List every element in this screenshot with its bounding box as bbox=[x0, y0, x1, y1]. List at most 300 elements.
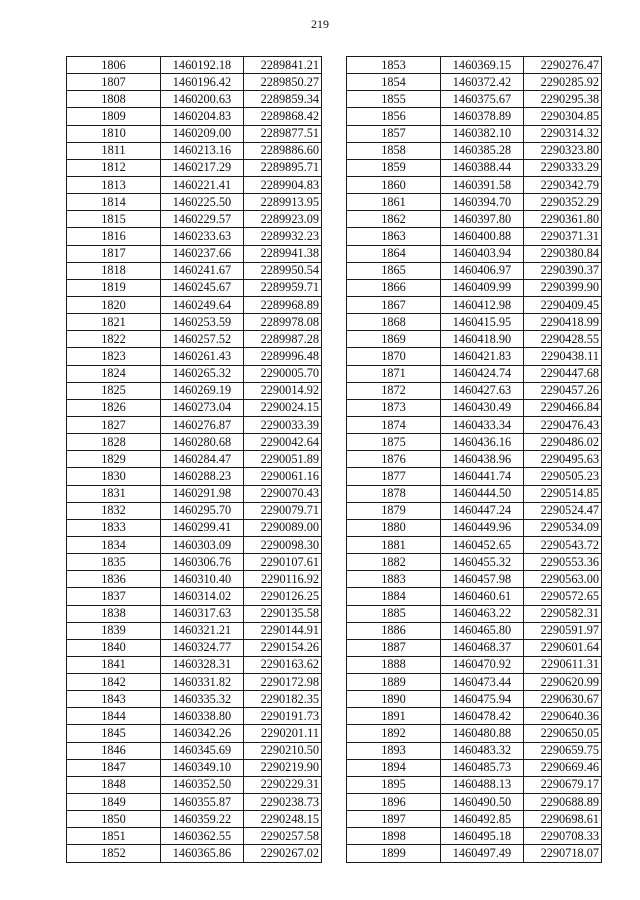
y-coordinate-cell: 2290042.64 bbox=[244, 434, 322, 451]
x-coordinate-cell: 1460249.64 bbox=[161, 296, 244, 313]
point-number-cell: 1815 bbox=[67, 211, 161, 228]
table-row bbox=[67, 536, 322, 553]
y-coordinate-cell: 2290219.90 bbox=[244, 759, 322, 776]
y-coordinate-cell: 2289886.60 bbox=[244, 142, 322, 159]
y-coordinate-cell: 2290061.16 bbox=[244, 468, 322, 485]
x-coordinate-cell: 1460338.80 bbox=[161, 708, 244, 725]
point-number-cell: 1835 bbox=[67, 554, 161, 571]
y-coordinate-cell: 2290352.29 bbox=[524, 194, 602, 211]
table-row bbox=[347, 674, 602, 691]
y-coordinate-cell: 2290304.85 bbox=[524, 108, 602, 125]
y-coordinate-cell: 2290399.90 bbox=[524, 279, 602, 296]
point-number-cell: 1853 bbox=[347, 57, 441, 74]
point-number-cell: 1874 bbox=[347, 416, 441, 433]
x-coordinate-cell: 1460196.42 bbox=[161, 74, 244, 91]
x-coordinate-cell: 1460449.96 bbox=[441, 519, 524, 536]
table-row bbox=[347, 125, 602, 142]
y-coordinate-cell: 2289932.23 bbox=[244, 228, 322, 245]
table-row bbox=[347, 176, 602, 193]
y-coordinate-cell: 2290457.26 bbox=[524, 382, 602, 399]
point-number-cell: 1842 bbox=[67, 674, 161, 691]
table-row bbox=[67, 811, 322, 828]
point-number-cell: 1809 bbox=[67, 108, 161, 125]
table-row bbox=[67, 605, 322, 622]
point-number-cell: 1849 bbox=[67, 794, 161, 811]
table-row bbox=[67, 331, 322, 348]
point-number-cell: 1806 bbox=[67, 57, 161, 74]
x-coordinate-cell: 1460470.92 bbox=[441, 656, 524, 673]
table-row bbox=[67, 108, 322, 125]
table-row bbox=[347, 194, 602, 211]
point-number-cell: 1856 bbox=[347, 108, 441, 125]
table-row bbox=[67, 211, 322, 228]
x-coordinate-cell: 1460492.85 bbox=[441, 811, 524, 828]
y-coordinate-cell: 2290543.72 bbox=[524, 536, 602, 553]
y-coordinate-cell: 2290182.35 bbox=[244, 691, 322, 708]
point-number-cell: 1830 bbox=[67, 468, 161, 485]
point-number-cell: 1887 bbox=[347, 639, 441, 656]
x-coordinate-cell: 1460430.49 bbox=[441, 399, 524, 416]
point-number-cell: 1861 bbox=[347, 194, 441, 211]
x-coordinate-cell: 1460468.37 bbox=[441, 639, 524, 656]
y-coordinate-cell: 2290466.84 bbox=[524, 399, 602, 416]
point-number-cell: 1826 bbox=[67, 399, 161, 416]
y-coordinate-cell: 2290295.38 bbox=[524, 91, 602, 108]
y-coordinate-cell: 2289904.83 bbox=[244, 176, 322, 193]
y-coordinate-cell: 2290563.00 bbox=[524, 571, 602, 588]
table-row bbox=[67, 434, 322, 451]
table-row bbox=[67, 125, 322, 142]
point-number-cell: 1810 bbox=[67, 125, 161, 142]
y-coordinate-cell: 2290229.31 bbox=[244, 776, 322, 793]
x-coordinate-cell: 1460288.23 bbox=[161, 468, 244, 485]
x-coordinate-cell: 1460495.18 bbox=[441, 828, 524, 845]
y-coordinate-cell: 2290620.99 bbox=[524, 674, 602, 691]
point-number-cell: 1827 bbox=[67, 416, 161, 433]
y-coordinate-cell: 2290342.79 bbox=[524, 176, 602, 193]
x-coordinate-cell: 1460463.22 bbox=[441, 605, 524, 622]
table-row bbox=[67, 348, 322, 365]
table-row bbox=[347, 159, 602, 176]
table-row bbox=[67, 451, 322, 468]
table-row bbox=[67, 245, 322, 262]
point-number-cell: 1885 bbox=[347, 605, 441, 622]
point-number-cell: 1837 bbox=[67, 588, 161, 605]
x-coordinate-cell: 1460192.18 bbox=[161, 57, 244, 74]
y-coordinate-cell: 2289996.48 bbox=[244, 348, 322, 365]
point-number-cell: 1877 bbox=[347, 468, 441, 485]
table-row bbox=[67, 708, 322, 725]
y-coordinate-cell: 2290276.47 bbox=[524, 57, 602, 74]
point-number-cell: 1814 bbox=[67, 194, 161, 211]
table-row bbox=[347, 279, 602, 296]
x-coordinate-cell: 1460233.63 bbox=[161, 228, 244, 245]
y-coordinate-cell: 2290447.68 bbox=[524, 365, 602, 382]
x-coordinate-cell: 1460299.41 bbox=[161, 519, 244, 536]
y-coordinate-cell: 2290079.71 bbox=[244, 502, 322, 519]
y-coordinate-cell: 2290154.26 bbox=[244, 639, 322, 656]
point-number-cell: 1817 bbox=[67, 245, 161, 262]
x-coordinate-cell: 1460359.22 bbox=[161, 811, 244, 828]
point-number-cell: 1871 bbox=[347, 365, 441, 382]
x-coordinate-cell: 1460314.02 bbox=[161, 588, 244, 605]
x-coordinate-cell: 1460444.50 bbox=[441, 485, 524, 502]
table-row bbox=[347, 468, 602, 485]
x-coordinate-cell: 1460485.73 bbox=[441, 759, 524, 776]
table-row bbox=[67, 519, 322, 536]
x-coordinate-cell: 1460200.63 bbox=[161, 91, 244, 108]
y-coordinate-cell: 2289987.28 bbox=[244, 331, 322, 348]
table-row bbox=[347, 502, 602, 519]
table-row bbox=[67, 142, 322, 159]
point-number-cell: 1897 bbox=[347, 811, 441, 828]
x-coordinate-cell: 1460457.98 bbox=[441, 571, 524, 588]
x-coordinate-cell: 1460483.32 bbox=[441, 742, 524, 759]
x-coordinate-cell: 1460460.61 bbox=[441, 588, 524, 605]
y-coordinate-cell: 2289859.34 bbox=[244, 91, 322, 108]
x-coordinate-cell: 1460295.70 bbox=[161, 502, 244, 519]
point-number-cell: 1899 bbox=[347, 845, 441, 862]
y-coordinate-cell: 2290640.36 bbox=[524, 708, 602, 725]
point-number-cell: 1884 bbox=[347, 588, 441, 605]
x-coordinate-cell: 1460388.44 bbox=[441, 159, 524, 176]
x-coordinate-cell: 1460257.52 bbox=[161, 331, 244, 348]
y-coordinate-cell: 2290505.23 bbox=[524, 468, 602, 485]
point-number-cell: 1818 bbox=[67, 262, 161, 279]
y-coordinate-cell: 2290163.62 bbox=[244, 656, 322, 673]
x-coordinate-cell: 1460406.97 bbox=[441, 262, 524, 279]
y-coordinate-cell: 2290380.84 bbox=[524, 245, 602, 262]
point-number-cell: 1862 bbox=[347, 211, 441, 228]
y-coordinate-cell: 2290144.91 bbox=[244, 622, 322, 639]
x-coordinate-cell: 1460391.58 bbox=[441, 176, 524, 193]
x-coordinate-cell: 1460427.63 bbox=[441, 382, 524, 399]
table-row bbox=[67, 794, 322, 811]
point-number-cell: 1843 bbox=[67, 691, 161, 708]
table-row bbox=[67, 828, 322, 845]
point-number-cell: 1840 bbox=[67, 639, 161, 656]
table-row bbox=[347, 331, 602, 348]
x-coordinate-cell: 1460303.09 bbox=[161, 536, 244, 553]
x-coordinate-cell: 1460369.15 bbox=[441, 57, 524, 74]
x-coordinate-cell: 1460328.31 bbox=[161, 656, 244, 673]
table-row bbox=[347, 262, 602, 279]
table-row bbox=[67, 365, 322, 382]
point-number-cell: 1831 bbox=[67, 485, 161, 502]
point-number-cell: 1893 bbox=[347, 742, 441, 759]
y-coordinate-cell: 2290323.80 bbox=[524, 142, 602, 159]
table-row bbox=[67, 845, 322, 862]
table-row bbox=[347, 91, 602, 108]
point-number-cell: 1844 bbox=[67, 708, 161, 725]
x-coordinate-cell: 1460317.63 bbox=[161, 605, 244, 622]
table-row bbox=[347, 348, 602, 365]
y-coordinate-cell: 2290514.85 bbox=[524, 485, 602, 502]
point-number-cell: 1816 bbox=[67, 228, 161, 245]
y-coordinate-cell: 2290267.02 bbox=[244, 845, 322, 862]
y-coordinate-cell: 2290688.89 bbox=[524, 794, 602, 811]
x-coordinate-cell: 1460490.50 bbox=[441, 794, 524, 811]
table-row bbox=[347, 434, 602, 451]
table-row bbox=[67, 279, 322, 296]
x-coordinate-cell: 1460261.43 bbox=[161, 348, 244, 365]
point-number-cell: 1819 bbox=[67, 279, 161, 296]
table-row bbox=[67, 296, 322, 313]
x-coordinate-cell: 1460331.82 bbox=[161, 674, 244, 691]
x-coordinate-cell: 1460217.29 bbox=[161, 159, 244, 176]
point-number-cell: 1898 bbox=[347, 828, 441, 845]
x-coordinate-cell: 1460475.94 bbox=[441, 691, 524, 708]
y-coordinate-cell: 2290553.36 bbox=[524, 554, 602, 571]
table-row bbox=[67, 74, 322, 91]
x-coordinate-cell: 1460276.87 bbox=[161, 416, 244, 433]
table-row bbox=[347, 228, 602, 245]
point-number-cell: 1878 bbox=[347, 485, 441, 502]
y-coordinate-cell: 2290601.64 bbox=[524, 639, 602, 656]
x-coordinate-cell: 1460480.88 bbox=[441, 725, 524, 742]
table-row bbox=[347, 519, 602, 536]
y-coordinate-cell: 2290371.31 bbox=[524, 228, 602, 245]
x-coordinate-cell: 1460436.16 bbox=[441, 434, 524, 451]
table-row bbox=[347, 108, 602, 125]
point-number-cell: 1851 bbox=[67, 828, 161, 845]
table-row bbox=[347, 536, 602, 553]
x-coordinate-cell: 1460362.55 bbox=[161, 828, 244, 845]
y-coordinate-cell: 2290486.02 bbox=[524, 434, 602, 451]
x-coordinate-cell: 1460342.26 bbox=[161, 725, 244, 742]
table-row bbox=[347, 399, 602, 416]
point-number-cell: 1811 bbox=[67, 142, 161, 159]
y-coordinate-cell: 2289923.09 bbox=[244, 211, 322, 228]
y-coordinate-cell: 2290495.63 bbox=[524, 451, 602, 468]
x-coordinate-cell: 1460473.44 bbox=[441, 674, 524, 691]
point-number-cell: 1825 bbox=[67, 382, 161, 399]
table-row bbox=[67, 416, 322, 433]
point-number-cell: 1812 bbox=[67, 159, 161, 176]
table-row bbox=[347, 296, 602, 313]
point-number-cell: 1857 bbox=[347, 125, 441, 142]
table-row bbox=[347, 708, 602, 725]
table-row bbox=[67, 502, 322, 519]
y-coordinate-cell: 2290070.43 bbox=[244, 485, 322, 502]
table-row bbox=[67, 382, 322, 399]
x-coordinate-cell: 1460265.32 bbox=[161, 365, 244, 382]
y-coordinate-cell: 2290024.15 bbox=[244, 399, 322, 416]
x-coordinate-cell: 1460221.41 bbox=[161, 176, 244, 193]
point-number-cell: 1824 bbox=[67, 365, 161, 382]
x-coordinate-cell: 1460345.69 bbox=[161, 742, 244, 759]
table-row bbox=[67, 57, 322, 74]
point-number-cell: 1834 bbox=[67, 536, 161, 553]
x-coordinate-cell: 1460409.99 bbox=[441, 279, 524, 296]
point-number-cell: 1832 bbox=[67, 502, 161, 519]
table-row bbox=[67, 194, 322, 211]
x-coordinate-cell: 1460310.40 bbox=[161, 571, 244, 588]
table-row bbox=[347, 725, 602, 742]
point-number-cell: 1894 bbox=[347, 759, 441, 776]
point-number-cell: 1896 bbox=[347, 794, 441, 811]
table-row bbox=[67, 776, 322, 793]
point-number-cell: 1872 bbox=[347, 382, 441, 399]
point-number-cell: 1868 bbox=[347, 314, 441, 331]
point-number-cell: 1881 bbox=[347, 536, 441, 553]
table-row bbox=[347, 57, 602, 74]
x-coordinate-cell: 1460213.16 bbox=[161, 142, 244, 159]
y-coordinate-cell: 2290718.07 bbox=[524, 845, 602, 862]
x-coordinate-cell: 1460253.59 bbox=[161, 314, 244, 331]
point-number-cell: 1828 bbox=[67, 434, 161, 451]
x-coordinate-cell: 1460375.67 bbox=[441, 91, 524, 108]
table-row bbox=[67, 468, 322, 485]
x-coordinate-cell: 1460372.42 bbox=[441, 74, 524, 91]
table-row bbox=[347, 365, 602, 382]
point-number-cell: 1854 bbox=[347, 74, 441, 91]
table-row bbox=[347, 639, 602, 656]
point-number-cell: 1855 bbox=[347, 91, 441, 108]
point-number-cell: 1829 bbox=[67, 451, 161, 468]
coordinates-table-left bbox=[66, 56, 322, 863]
point-number-cell: 1848 bbox=[67, 776, 161, 793]
y-coordinate-cell: 2290051.89 bbox=[244, 451, 322, 468]
x-coordinate-cell: 1460403.94 bbox=[441, 245, 524, 262]
y-coordinate-cell: 2290650.05 bbox=[524, 725, 602, 742]
x-coordinate-cell: 1460418.90 bbox=[441, 331, 524, 348]
y-coordinate-cell: 2290438.11 bbox=[524, 348, 602, 365]
table-row bbox=[347, 622, 602, 639]
point-number-cell: 1867 bbox=[347, 296, 441, 313]
table-row bbox=[347, 588, 602, 605]
point-number-cell: 1841 bbox=[67, 656, 161, 673]
table-row bbox=[67, 176, 322, 193]
y-coordinate-cell: 2289959.71 bbox=[244, 279, 322, 296]
point-number-cell: 1876 bbox=[347, 451, 441, 468]
point-number-cell: 1822 bbox=[67, 331, 161, 348]
table-row bbox=[347, 759, 602, 776]
y-coordinate-cell: 2290033.39 bbox=[244, 416, 322, 433]
x-coordinate-cell: 1460465.80 bbox=[441, 622, 524, 639]
table-row bbox=[347, 828, 602, 845]
x-coordinate-cell: 1460412.98 bbox=[441, 296, 524, 313]
point-number-cell: 1807 bbox=[67, 74, 161, 91]
point-number-cell: 1891 bbox=[347, 708, 441, 725]
y-coordinate-cell: 2289868.42 bbox=[244, 108, 322, 125]
x-coordinate-cell: 1460229.57 bbox=[161, 211, 244, 228]
point-number-cell: 1836 bbox=[67, 571, 161, 588]
table-row bbox=[347, 605, 602, 622]
x-coordinate-cell: 1460324.77 bbox=[161, 639, 244, 656]
point-number-cell: 1808 bbox=[67, 91, 161, 108]
point-number-cell: 1865 bbox=[347, 262, 441, 279]
y-coordinate-cell: 2290669.46 bbox=[524, 759, 602, 776]
point-number-cell: 1883 bbox=[347, 571, 441, 588]
y-coordinate-cell: 2290524.47 bbox=[524, 502, 602, 519]
x-coordinate-cell: 1460291.98 bbox=[161, 485, 244, 502]
y-coordinate-cell: 2290314.32 bbox=[524, 125, 602, 142]
table-row bbox=[67, 639, 322, 656]
y-coordinate-cell: 2290248.15 bbox=[244, 811, 322, 828]
y-coordinate-cell: 2290708.33 bbox=[524, 828, 602, 845]
y-coordinate-cell: 2289913.95 bbox=[244, 194, 322, 211]
point-number-cell: 1870 bbox=[347, 348, 441, 365]
point-number-cell: 1888 bbox=[347, 656, 441, 673]
y-coordinate-cell: 2290172.98 bbox=[244, 674, 322, 691]
x-coordinate-cell: 1460452.65 bbox=[441, 536, 524, 553]
x-coordinate-cell: 1460497.49 bbox=[441, 845, 524, 862]
x-coordinate-cell: 1460415.95 bbox=[441, 314, 524, 331]
point-number-cell: 1879 bbox=[347, 502, 441, 519]
table-row bbox=[347, 656, 602, 673]
point-number-cell: 1864 bbox=[347, 245, 441, 262]
y-coordinate-cell: 2290591.97 bbox=[524, 622, 602, 639]
y-coordinate-cell: 2290476.43 bbox=[524, 416, 602, 433]
point-number-cell: 1875 bbox=[347, 434, 441, 451]
point-number-cell: 1886 bbox=[347, 622, 441, 639]
point-number-cell: 1850 bbox=[67, 811, 161, 828]
point-number-cell: 1882 bbox=[347, 554, 441, 571]
y-coordinate-cell: 2290418.99 bbox=[524, 314, 602, 331]
x-coordinate-cell: 1460421.83 bbox=[441, 348, 524, 365]
y-coordinate-cell: 2290409.45 bbox=[524, 296, 602, 313]
y-coordinate-cell: 2290333.29 bbox=[524, 159, 602, 176]
table-row bbox=[67, 725, 322, 742]
table-row bbox=[347, 382, 602, 399]
table-row bbox=[347, 554, 602, 571]
point-number-cell: 1860 bbox=[347, 176, 441, 193]
table-row bbox=[67, 314, 322, 331]
y-coordinate-cell: 2290210.50 bbox=[244, 742, 322, 759]
x-coordinate-cell: 1460397.80 bbox=[441, 211, 524, 228]
table-row bbox=[67, 691, 322, 708]
x-coordinate-cell: 1460284.47 bbox=[161, 451, 244, 468]
coordinates-table-right bbox=[346, 56, 602, 863]
x-coordinate-cell: 1460237.66 bbox=[161, 245, 244, 262]
table-row bbox=[67, 485, 322, 502]
table-row bbox=[347, 794, 602, 811]
x-coordinate-cell: 1460241.67 bbox=[161, 262, 244, 279]
point-number-cell: 1820 bbox=[67, 296, 161, 313]
y-coordinate-cell: 2290116.92 bbox=[244, 571, 322, 588]
y-coordinate-cell: 2290572.65 bbox=[524, 588, 602, 605]
y-coordinate-cell: 2290098.30 bbox=[244, 536, 322, 553]
y-coordinate-cell: 2289941.38 bbox=[244, 245, 322, 262]
x-coordinate-cell: 1460382.10 bbox=[441, 125, 524, 142]
y-coordinate-cell: 2290679.17 bbox=[524, 776, 602, 793]
table-row bbox=[67, 674, 322, 691]
y-coordinate-cell: 2290191.73 bbox=[244, 708, 322, 725]
x-coordinate-cell: 1460365.86 bbox=[161, 845, 244, 862]
y-coordinate-cell: 2290135.58 bbox=[244, 605, 322, 622]
x-coordinate-cell: 1460438.96 bbox=[441, 451, 524, 468]
x-coordinate-cell: 1460245.67 bbox=[161, 279, 244, 296]
point-number-cell: 1869 bbox=[347, 331, 441, 348]
x-coordinate-cell: 1460349.10 bbox=[161, 759, 244, 776]
point-number-cell: 1880 bbox=[347, 519, 441, 536]
table-row bbox=[67, 228, 322, 245]
point-number-cell: 1863 bbox=[347, 228, 441, 245]
y-coordinate-cell: 2290582.31 bbox=[524, 605, 602, 622]
x-coordinate-cell: 1460204.83 bbox=[161, 108, 244, 125]
table-row bbox=[347, 74, 602, 91]
y-coordinate-cell: 2290257.58 bbox=[244, 828, 322, 845]
y-coordinate-cell: 2290014.92 bbox=[244, 382, 322, 399]
table-row bbox=[67, 742, 322, 759]
x-coordinate-cell: 1460280.68 bbox=[161, 434, 244, 451]
point-number-cell: 1813 bbox=[67, 176, 161, 193]
x-coordinate-cell: 1460441.74 bbox=[441, 468, 524, 485]
point-number-cell: 1892 bbox=[347, 725, 441, 742]
point-number-cell: 1889 bbox=[347, 674, 441, 691]
x-coordinate-cell: 1460225.50 bbox=[161, 194, 244, 211]
